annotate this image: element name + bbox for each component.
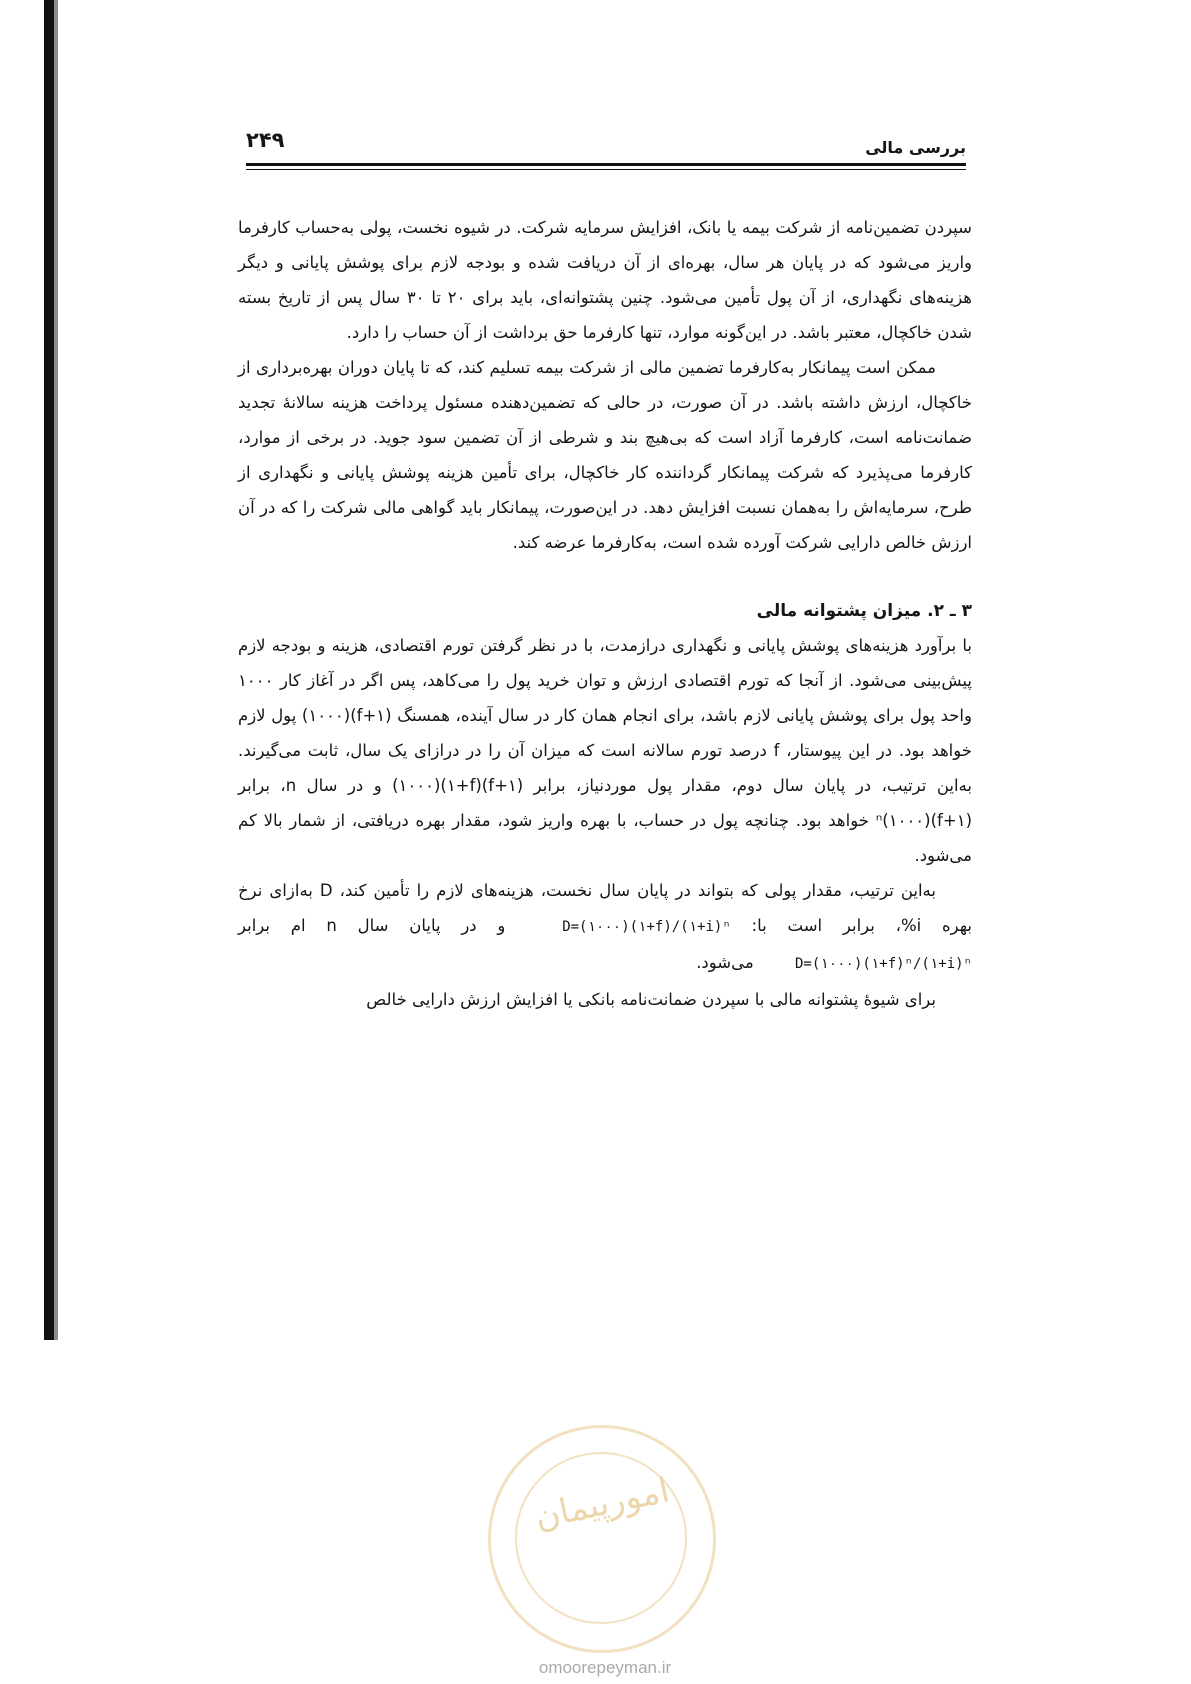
running-title: بررسی مالی (865, 138, 966, 157)
paragraph-1: سپردن تضمین‌نامه از شرکت بیمه یا بانک، افزایش سرمایه شرکت. در شیوه نخست، پولی به‌حساب کارفرما واریز می‌شود که در پایان هر سال، بهره‌ای از آن دریافت شده و بودجه لازم برای پوشش پایانی و دیگر هزینه‌های نگهداری، از آن پول تأمین می‌شود. چنین پشتوانه‌ای، باید برای ۲۰ تا ۳۰ سال پس از تاریخ بسته شدن خاکچال، معتبر باشد. در این‌گونه موارد، تنها کارفرما حق برداشت از آن حساب را دارد. (238, 218, 972, 342)
section-paragraph-1: با برآورد هزینه‌های پوشش پایانی و نگهداری درازمدت، با در نظر گرفتن تورم اقتصادی، هزینه و بودجه لازم پیش‌بینی می‌شود. از آنجا که تورم اقتصادی ارزش و توان خرید پول را می‌کاهد، پس اگر در آغاز کار ۱۰۰۰ واحد پول برای پوشش پایانی لازم باشد، برای انجام همان کار در سال آینده، همسنگ (۱+f)(۱۰۰۰) پول لازم خواهد بود. در این پیوستار، f درصد تورم سالانه است که میزان آن را در درازای یک سال، ثابت می‌گیرند. به‌این ترتیب، در پایان سال دوم، مقدار پول موردنیاز، برابر (۱+f)(۱+f)(۱۰۰۰) و در سال n، برابر (۱+f)ⁿ(۱۰۰۰) خواهد بود. چنانچه پول در حساب، با بهره واریز شود، مقدار بهره دریافتی، از شمار بالا کم می‌شود. (238, 636, 972, 865)
page-number: ۲۴۹ (246, 128, 285, 152)
scan-edge-light (54, 0, 58, 1340)
document-body (238, 210, 972, 1017)
section-paragraph-3: برای شیوهٔ پشتوانه مالی با سپردن ضمانت‌نامه بانکی یا افزایش ارزش دارایی خالص (366, 990, 936, 1009)
formula-first-year: D=(۱۰۰۰)(۱+f)/(۱+i)ⁿ (562, 919, 731, 935)
scan-edge-dark (44, 0, 54, 1340)
watermark-seal-text: امورپیمان (531, 1470, 673, 1538)
header-thick-rule (246, 163, 966, 166)
section-paragraph-2 (238, 873, 972, 982)
section-paragraph-2-text: به‌این ترتیب، مقدار پولی که بتواند در پایان سال نخست، هزینه‌های لازم را تأمین کند، D به‌ازای نرخ بهره i%، برابر است با: (238, 881, 972, 935)
paragraph-2: ممکن است پیمانکار به‌کارفرما تضمین مالی از شرکت بیمه تسلیم کند، که تا پایان دوران بهره‌برداری از خاکچال، ارزش داشته باشد. در آن صورت، در حالی که تضمین‌دهنده مسئول پرداخت هزینه سالانهٔ تجدید ضمانت‌نامه است، کارفرما آزاد است که بی‌هیچ بند و شرطی از آن تضمین سود جوید. در برخی از موارد، کارفرما می‌پذیرد که شرکت پیمانکار گرداننده کار خاکچال، برای تأمین هزینه پوشش پایانی و نگهداری از طرح، سرمایه‌اش را به‌همان نسبت افزایش دهد. در این‌صورت، پیمانکار باید گواهی مالی شرکت را که در آن ارزش خالص دارایی شرکت آورده شده است، به‌کارفرما عرضه کند. (238, 358, 972, 552)
section-paragraph-2-end: می‌شود. (696, 953, 754, 972)
section-paragraph-2-middle: و در پایان سال n ام برابر (238, 916, 506, 935)
watermark-seal (488, 1425, 716, 1653)
section-title: ۳ ـ ۲. میزان پشتوانه مالی (756, 601, 972, 621)
watermark-site: omoorepeyman.ir (538, 1658, 672, 1677)
header-thin-rule (246, 169, 966, 170)
formula-year-n: D=(۱۰۰۰)(۱+f)ⁿ/(۱+i)ⁿ (794, 956, 972, 972)
